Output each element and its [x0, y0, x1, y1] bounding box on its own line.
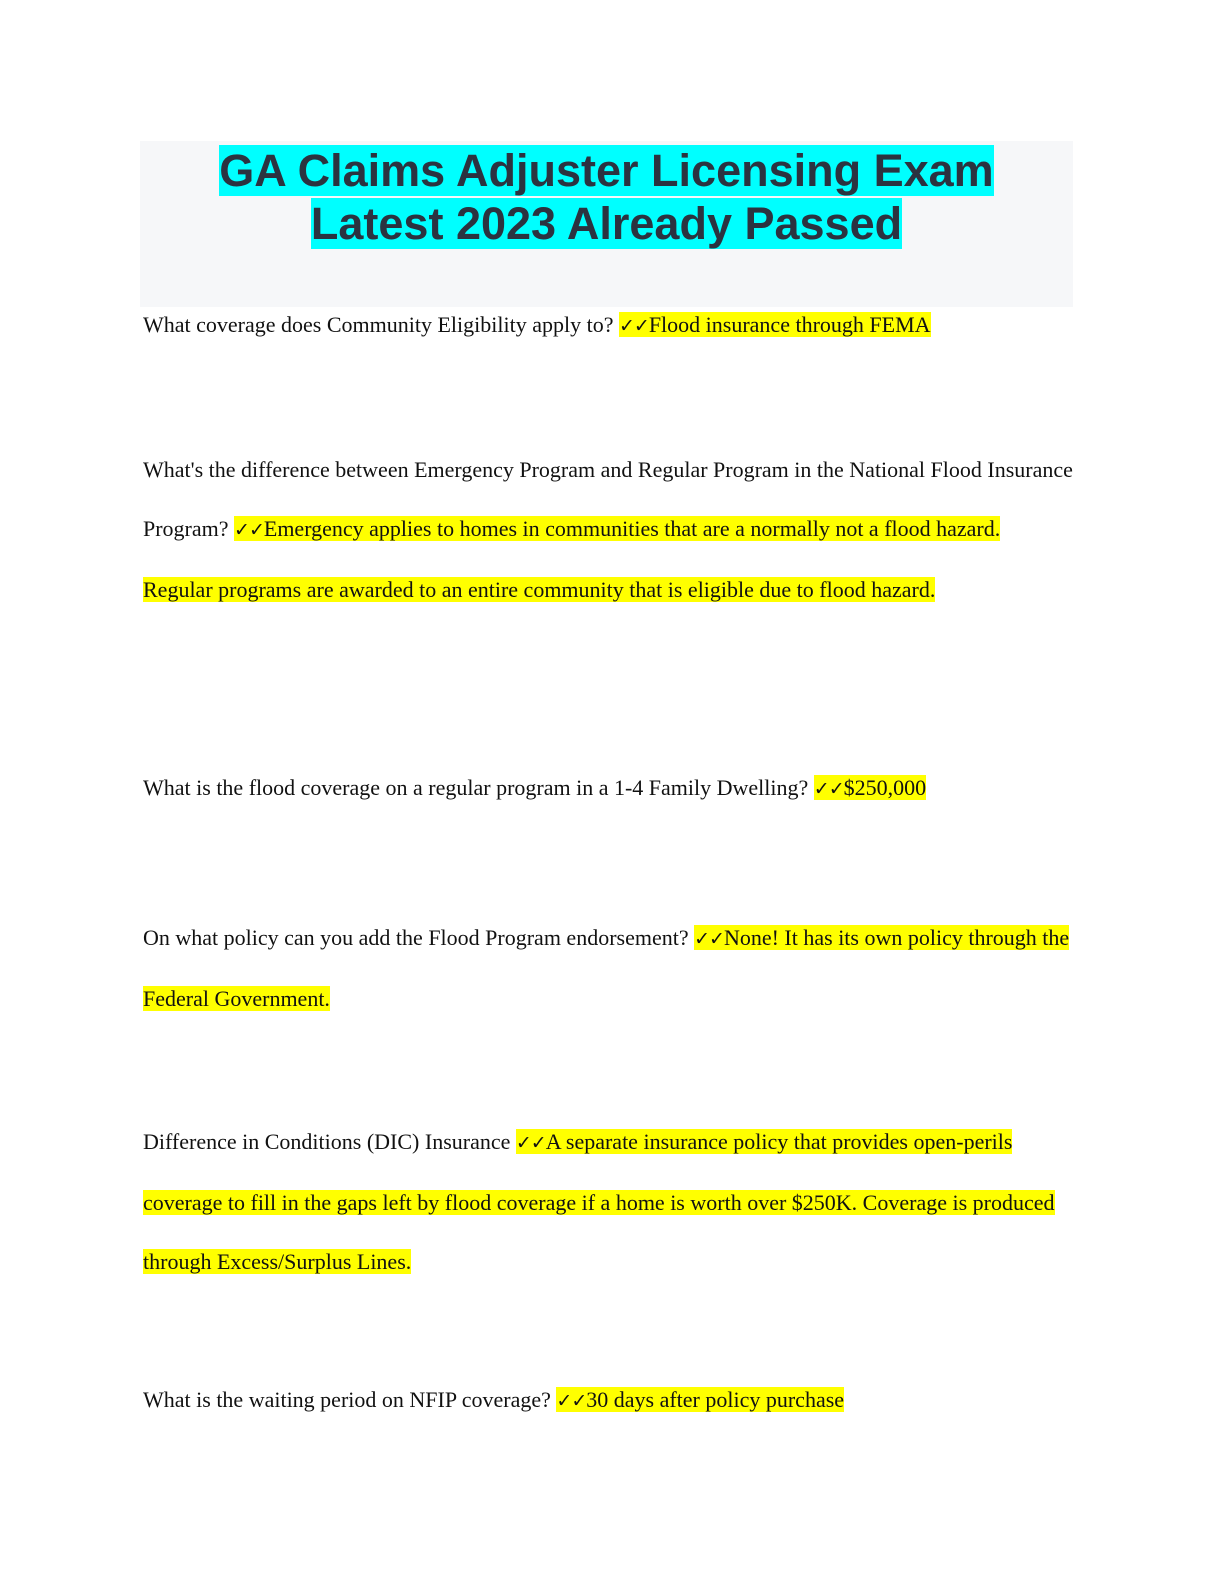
- qa-item-4: [143, 908, 1073, 1028]
- answer-highlight: [814, 775, 926, 800]
- answer-highlight: [619, 312, 931, 337]
- answer-highlight: [556, 1387, 844, 1412]
- question-text: Difference in Conditions (DIC) Insurance: [143, 1129, 511, 1154]
- answer-text: None! It has its own policy through the Federal Government.: [143, 925, 1070, 1011]
- answer-text: A separate insurance policy that provides open-perils coverage to fill in the gaps left by flood coverage if a home is worth over $250K. Coverage is produced through Excess/Surplus Lines.: [143, 1129, 1055, 1274]
- question-text: What coverage does Community Eligibility apply to?: [143, 312, 614, 337]
- title-line-2: Latest 2023 Already Passed: [310, 198, 903, 249]
- answer-text: Emergency applies to homes in communities that are a normally not a flood hazard. Regular programs are awarded to an entire community that is eligible due to flood hazard.: [143, 516, 1001, 602]
- check-mark-icon: ✓✓: [515, 1132, 546, 1154]
- answer-highlight: [143, 516, 1000, 602]
- check-mark-icon: ✓✓: [813, 778, 844, 800]
- check-mark-icon: ✓✓: [694, 928, 724, 950]
- qa-item-3: [143, 758, 1073, 819]
- answer-text: $250,000: [843, 775, 927, 800]
- qa-item-6: [143, 1370, 1073, 1431]
- check-mark-icon: ✓✓: [234, 519, 264, 541]
- qa-item-5: [143, 1112, 1073, 1291]
- question-text: What is the flood coverage on a regular program in a 1-4 Family Dwelling?: [143, 775, 809, 800]
- qa-item-1: [143, 295, 1073, 356]
- check-mark-icon: ✓✓: [618, 315, 649, 337]
- answer-text: Flood insurance through FEMA: [648, 312, 931, 337]
- check-mark-icon: ✓✓: [556, 1390, 587, 1412]
- question-text: What is the waiting period on NFIP coverage?: [143, 1387, 551, 1412]
- title-line-1: GA Claims Adjuster Licensing Exam: [219, 145, 994, 196]
- qa-item-2: [143, 440, 1073, 619]
- question-text: On what policy can you add the Flood Program endorsement?: [143, 925, 689, 950]
- question-text: What's the difference between Emergency Program and Regular Program in the National Flood Insurance Program?: [143, 457, 1073, 541]
- answer-text: 30 days after policy purchase: [586, 1387, 845, 1412]
- document-title: [140, 144, 1073, 250]
